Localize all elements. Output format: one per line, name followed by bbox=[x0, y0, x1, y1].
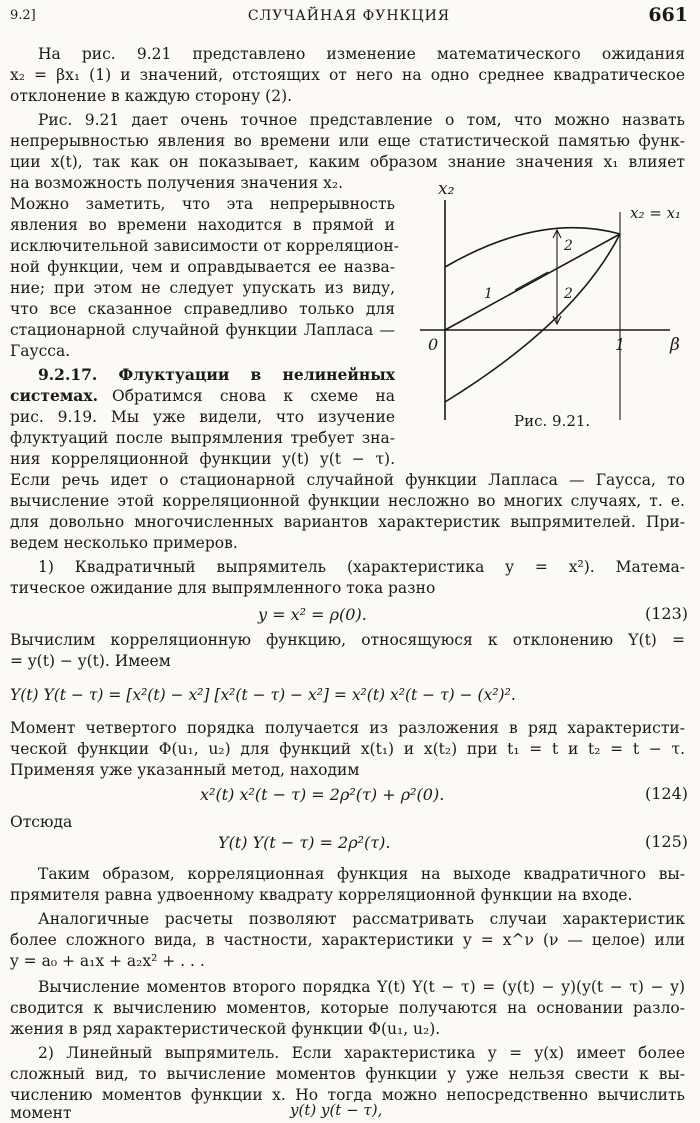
equation-123: y = x² = ρ(0). bbox=[258, 605, 367, 624]
curve-label: x₂ = x₁ bbox=[630, 204, 682, 222]
equation-number: (123) bbox=[644, 604, 688, 623]
upper-branch bbox=[445, 228, 620, 267]
text-line: для довольно многочисленных вариантов характеристик выпрямителей. При- bbox=[10, 513, 685, 531]
text-line: более сложного вида, в частности, характеристики y = x^ν (ν — целое) или bbox=[10, 931, 685, 949]
text-line: Вычислим корреляционную функцию, относящуюся к отклонению Y(t) = bbox=[10, 631, 685, 649]
figure-diagram bbox=[400, 172, 690, 442]
section-heading: 9.2.17. Флуктуации в нелинейных bbox=[38, 365, 395, 384]
text-line: = y(t) − y(t). Имеем bbox=[10, 652, 171, 670]
origin-label: 0 bbox=[428, 335, 439, 354]
text-line: жения в ряд характеристической функции Φ(u₁, u₂). bbox=[10, 1020, 441, 1038]
text-line: числению моментов функции x. Но тогда можно непосредственно вычислить bbox=[10, 1086, 685, 1104]
running-header bbox=[10, 4, 688, 28]
text-line: сложный вид, то вычисление моментов функции y уже нельзя свести к вы- bbox=[10, 1065, 685, 1083]
equation-moment: y(t) y(t − τ), bbox=[290, 1101, 383, 1119]
text-line: прямителя равна удвоенному квадрату корреляционной функции на входе. bbox=[10, 886, 633, 904]
figure-caption: Рис. 9.21. bbox=[514, 412, 591, 430]
mean-label: 1 bbox=[484, 286, 493, 302]
text-line: Отсюда bbox=[10, 813, 73, 831]
text-line: x₂ = βx₁ (1) и значений, отстоящих от него на одно среднее квадратическое bbox=[10, 66, 685, 84]
text-line: Если речь идет о стационарной случайной функции Лапласа — Гаусса, то bbox=[10, 471, 685, 489]
text-line: явления во времени находится в прямой и bbox=[10, 216, 395, 234]
text-line: y = a₀ + a₁x + a₂x² + . . . bbox=[10, 952, 205, 970]
text-line: Обратимся снова к схеме на bbox=[112, 387, 395, 405]
y-axis-label: x₂ bbox=[438, 179, 455, 199]
text-line: Применяя уже указанный метод, находим bbox=[10, 761, 360, 779]
text-line: На рис. 9.21 представлено изменение математического ожидания bbox=[38, 45, 685, 63]
text-line: Гаусса. bbox=[10, 342, 71, 360]
header-section: 9.2] bbox=[10, 8, 36, 23]
header-title: СЛУЧАЙНАЯ ФУНКЦИЯ bbox=[247, 8, 451, 24]
equation-correlation: Y(t) Y(t − τ) = [x²(t) − x²] [x²(t − τ) − x²] = x²(t) x²(t − τ) − (x²)². bbox=[10, 686, 516, 704]
text-line: вычисление этой корреляционной функции несложно во многих случаях, т. е. bbox=[10, 492, 685, 510]
text-line: Рис. 9.21 дает очень точное представление о том, что можно назвать bbox=[38, 111, 685, 129]
mean-line bbox=[445, 234, 620, 330]
text-line: стационарной случайной функции Лапласа — bbox=[10, 321, 395, 339]
figure-9-21 bbox=[400, 172, 690, 442]
text-line: ции x(t), так как он показывает, каким образом знание значения x₁ влияет bbox=[10, 153, 685, 171]
text-line: Вычисление моментов второго порядка Y(t) Y(t − τ) = (y(t) − y)(y(t − τ) − y) bbox=[38, 978, 685, 996]
equation-number: (125) bbox=[644, 832, 688, 851]
text-line: сводится к вычислению моментов, которые получаются на основании разло- bbox=[10, 999, 685, 1017]
text-line: что все сказанное справедливо только для bbox=[10, 300, 395, 318]
text-line: флуктуаций после выпрямления требует зна- bbox=[10, 429, 395, 447]
text-line: Можно заметить, что эта непрерывность bbox=[10, 195, 395, 213]
text-line: момент bbox=[10, 1104, 72, 1122]
text-line: Аналогичные расчеты позволяют рассматривать случаи характеристик bbox=[38, 910, 685, 928]
text-line: ния корреляционной функции y(t) y(t − τ). bbox=[10, 450, 395, 468]
text-line: ной функции, чем и оправдывается ее назва- bbox=[10, 258, 395, 276]
page-number: 661 bbox=[648, 4, 688, 26]
text-line: на возможность получения значения x₂. bbox=[10, 174, 344, 192]
text-line: исключительной зависимости от корреляцион- bbox=[10, 237, 399, 255]
sd-label-lower: 2 bbox=[564, 286, 573, 302]
section-heading-cont: системах. bbox=[10, 386, 98, 405]
text-line: тическое ожидание для выпрямленного тока разно bbox=[10, 579, 436, 597]
lower-branch bbox=[445, 234, 620, 402]
text-line: рис. 9.19. Мы уже видели, что изучение bbox=[10, 408, 395, 426]
text-line: ведем несколько примеров. bbox=[10, 534, 238, 552]
sd-label-upper: 2 bbox=[564, 238, 573, 254]
equation-number: (124) bbox=[644, 784, 688, 803]
x-axis-label: β bbox=[670, 335, 680, 355]
text-line: Таким образом, корреляционная функция на выходе квадратичного вы- bbox=[38, 865, 685, 883]
label-leader bbox=[515, 272, 548, 290]
text-line: Момент четвертого порядка получается из разложения в ряд характеристи- bbox=[10, 719, 685, 737]
text-line: 2) Линейный выпрямитель. Если характеристика y = y(x) имеет более bbox=[38, 1044, 685, 1062]
tick-label: 1 bbox=[615, 335, 626, 354]
text-line: ние; при этом не следует упускать из виду, bbox=[10, 279, 395, 297]
equation-125: Y(t) Y(t − τ) = 2ρ²(τ). bbox=[218, 833, 391, 852]
text-line: непрерывностью явления во времени или еще статистической памятью функ- bbox=[10, 132, 685, 150]
text-line: отклонение в каждую сторону (2). bbox=[10, 87, 293, 105]
text-line: 1) Квадратичный выпрямитель (характеристика y = x²). Матема- bbox=[38, 558, 685, 576]
text-line: ческой функции Φ(u₁, u₂) для функций x(t₁) и x(t₂) при t₁ = t и t₂ = t − τ. bbox=[10, 740, 685, 758]
equation-124: x²(t) x²(t − τ) = 2ρ²(τ) + ρ²(0). bbox=[200, 785, 445, 804]
